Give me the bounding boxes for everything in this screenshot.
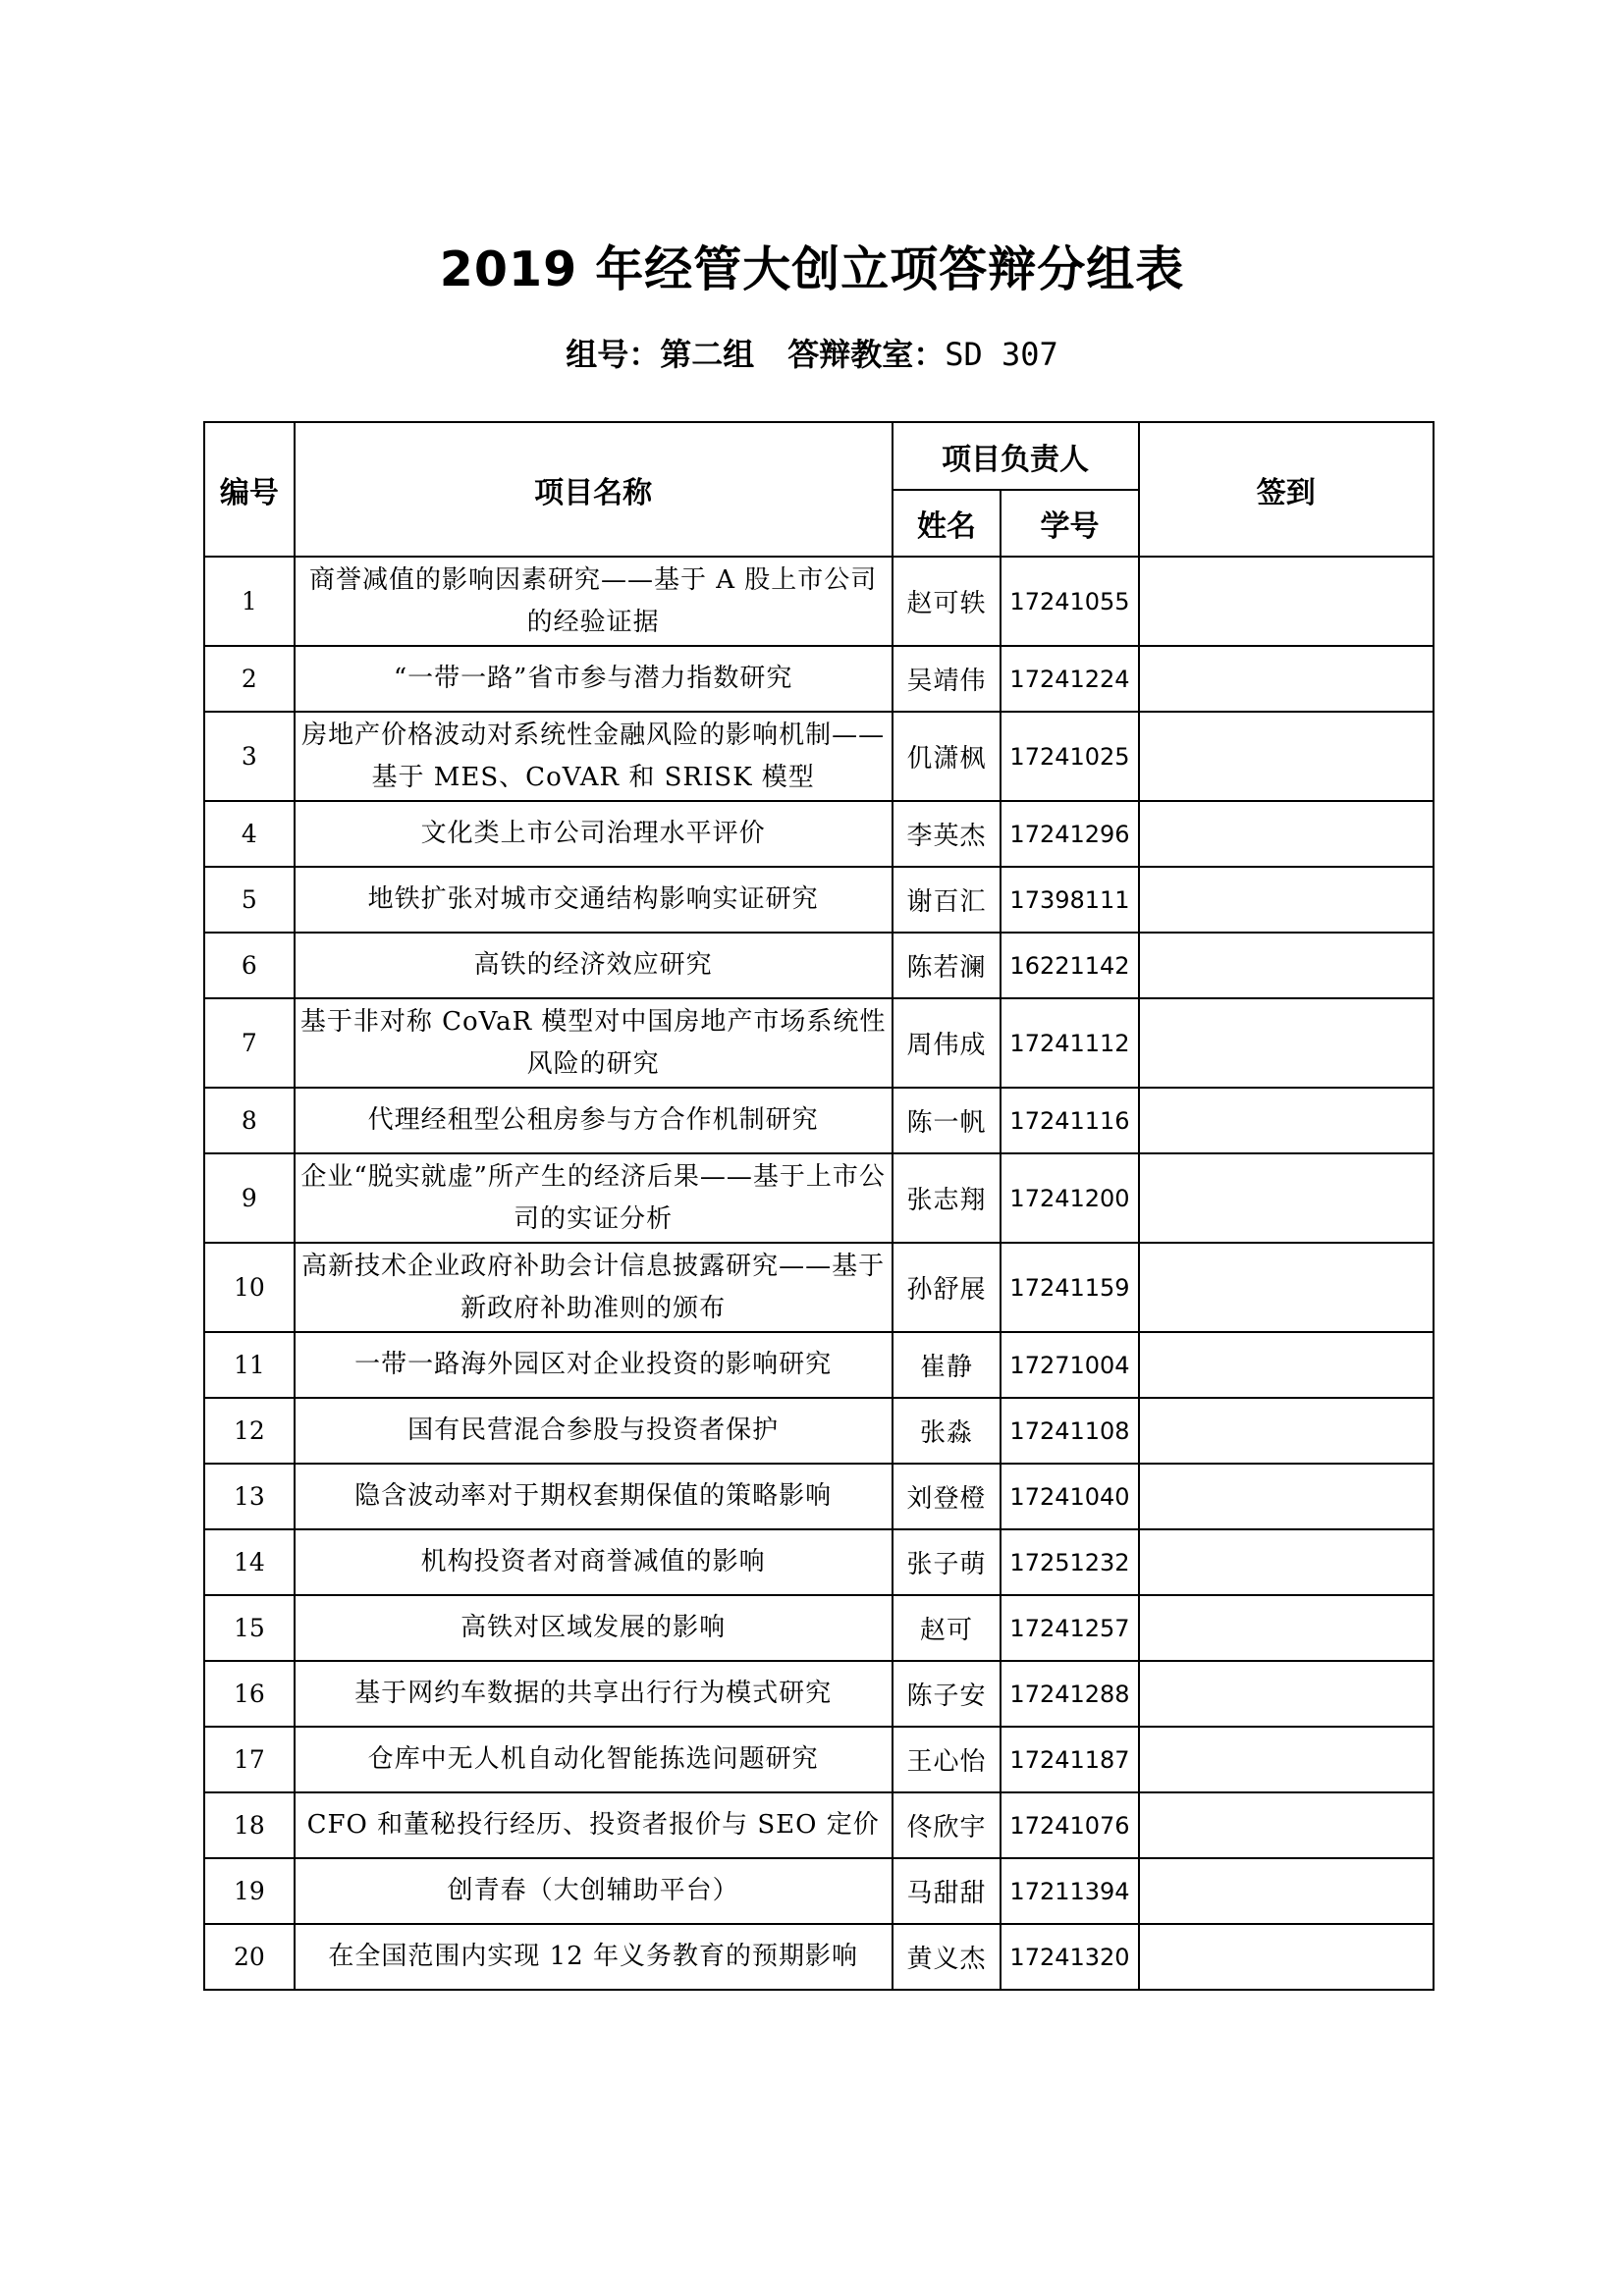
row-number: 8 <box>204 1088 295 1153</box>
table-row <box>204 1858 1434 1924</box>
student-id: 17241040 <box>1001 1464 1138 1529</box>
project-title: 国有民营混合参股与投资者保护 <box>295 1398 893 1464</box>
table-row <box>204 1792 1434 1858</box>
row-number: 7 <box>204 998 295 1088</box>
header-no: 编号 <box>204 422 295 557</box>
table-row <box>204 998 1434 1088</box>
group-info <box>0 330 1624 375</box>
sign-in-cell <box>1139 998 1434 1088</box>
row-number: 19 <box>204 1858 295 1924</box>
project-title: 高铁对区域发展的影响 <box>295 1595 893 1661</box>
row-number: 1 <box>204 557 295 646</box>
project-title: 代理经租型公租房参与方合作机制研究 <box>295 1088 893 1153</box>
table-row <box>204 1595 1434 1661</box>
sign-in-cell <box>1139 1792 1434 1858</box>
leader-name: 仉潇枫 <box>893 712 1001 801</box>
row-number: 17 <box>204 1727 295 1792</box>
leader-name: 崔静 <box>893 1332 1001 1398</box>
row-number: 13 <box>204 1464 295 1529</box>
sign-in-cell <box>1139 1661 1434 1727</box>
table-row <box>204 1529 1434 1595</box>
row-number: 15 <box>204 1595 295 1661</box>
leader-name: 马甜甜 <box>893 1858 1001 1924</box>
sign-in-cell <box>1139 1464 1434 1529</box>
table-row <box>204 1243 1434 1332</box>
student-id: 17271004 <box>1001 1332 1138 1398</box>
row-number: 12 <box>204 1398 295 1464</box>
row-number: 5 <box>204 867 295 933</box>
project-title: 文化类上市公司治理水平评价 <box>295 801 893 867</box>
table-row <box>204 933 1434 998</box>
student-id: 17241055 <box>1001 557 1138 646</box>
student-id: 17241025 <box>1001 712 1138 801</box>
leader-name: 吴靖伟 <box>893 646 1001 712</box>
leader-name: 张志翔 <box>893 1153 1001 1243</box>
row-number: 4 <box>204 801 295 867</box>
leader-name: 佟欣宇 <box>893 1792 1001 1858</box>
table-row <box>204 1398 1434 1464</box>
table-body <box>204 557 1434 1990</box>
table-row <box>204 1661 1434 1727</box>
table-row <box>204 1153 1434 1243</box>
sign-in-cell <box>1139 1088 1434 1153</box>
project-title: 商誉减值的影响因素研究——基于 A 股上市公司的经验证据 <box>295 557 893 646</box>
project-title: 隐含波动率对于期权套期保值的策略影响 <box>295 1464 893 1529</box>
row-number: 2 <box>204 646 295 712</box>
leader-name: 陈一帆 <box>893 1088 1001 1153</box>
sign-in-cell <box>1139 1595 1434 1661</box>
student-id: 17241200 <box>1001 1153 1138 1243</box>
sign-in-cell <box>1139 801 1434 867</box>
student-id: 17398111 <box>1001 867 1138 933</box>
row-number: 9 <box>204 1153 295 1243</box>
header-leader: 项目负责人 <box>893 422 1139 490</box>
sign-in-cell <box>1139 1153 1434 1243</box>
sign-in-cell <box>1139 1727 1434 1792</box>
room-label: 答辩教室： <box>787 336 946 373</box>
project-title: 基于非对称 CoVaR 模型对中国房地产市场系统性风险的研究 <box>295 998 893 1088</box>
student-id: 17241320 <box>1001 1924 1138 1990</box>
row-number: 16 <box>204 1661 295 1727</box>
student-id: 17241187 <box>1001 1727 1138 1792</box>
leader-name: 周伟成 <box>893 998 1001 1088</box>
student-id: 17241112 <box>1001 998 1138 1088</box>
leader-name: 陈若澜 <box>893 933 1001 998</box>
sign-in-cell <box>1139 933 1434 998</box>
student-id: 16221142 <box>1001 933 1138 998</box>
sign-in-cell <box>1139 646 1434 712</box>
sign-in-cell <box>1139 1858 1434 1924</box>
row-number: 18 <box>204 1792 295 1858</box>
student-id: 17241224 <box>1001 646 1138 712</box>
table-row <box>204 557 1434 646</box>
project-title: 在全国范围内实现 12 年义务教育的预期影响 <box>295 1924 893 1990</box>
project-title: 高新技术企业政府补助会计信息披露研究——基于新政府补助准则的颁布 <box>295 1243 893 1332</box>
room-value: SD 307 <box>945 336 1058 373</box>
student-id: 17241288 <box>1001 1661 1138 1727</box>
student-id: 17241076 <box>1001 1792 1138 1858</box>
defense-group-table <box>203 421 1435 1991</box>
header-sign: 签到 <box>1139 422 1434 557</box>
project-title: CFO 和董秘投行经历、投资者报价与 SEO 定价 <box>295 1792 893 1858</box>
student-id: 17241159 <box>1001 1243 1138 1332</box>
sign-in-cell <box>1139 712 1434 801</box>
leader-name: 黄义杰 <box>893 1924 1001 1990</box>
student-id: 17241116 <box>1001 1088 1138 1153</box>
leader-name: 赵可轶 <box>893 557 1001 646</box>
row-number: 14 <box>204 1529 295 1595</box>
sign-in-cell <box>1139 1529 1434 1595</box>
sign-in-cell <box>1139 1332 1434 1398</box>
project-title: 机构投资者对商誉减值的影响 <box>295 1529 893 1595</box>
row-number: 3 <box>204 712 295 801</box>
row-number: 10 <box>204 1243 295 1332</box>
student-id: 17241257 <box>1001 1595 1138 1661</box>
student-id: 17241296 <box>1001 801 1138 867</box>
leader-name: 谢百汇 <box>893 867 1001 933</box>
project-title: 创青春（大创辅助平台） <box>295 1858 893 1924</box>
project-title: 一带一路海外园区对企业投资的影响研究 <box>295 1332 893 1398</box>
leader-name: 张子萌 <box>893 1529 1001 1595</box>
row-number: 20 <box>204 1924 295 1990</box>
leader-name: 孙舒展 <box>893 1243 1001 1332</box>
project-title: “一带一路”省市参与潜力指数研究 <box>295 646 893 712</box>
row-number: 11 <box>204 1332 295 1398</box>
sign-in-cell <box>1139 557 1434 646</box>
group-label: 组号：第二组 <box>566 336 755 373</box>
leader-name: 李英杰 <box>893 801 1001 867</box>
table-row <box>204 646 1434 712</box>
table-row <box>204 1332 1434 1398</box>
table-row <box>204 1924 1434 1990</box>
sign-in-cell <box>1139 867 1434 933</box>
project-title: 基于网约车数据的共享出行行为模式研究 <box>295 1661 893 1727</box>
leader-name: 刘登橙 <box>893 1464 1001 1529</box>
row-number: 6 <box>204 933 295 998</box>
project-title: 企业“脱实就虚”所产生的经济后果——基于上市公司的实证分析 <box>295 1153 893 1243</box>
sign-in-cell <box>1139 1924 1434 1990</box>
table-row <box>204 712 1434 801</box>
table-row <box>204 1088 1434 1153</box>
table-row <box>204 1727 1434 1792</box>
project-title: 房地产价格波动对系统性金融风险的影响机制——基于 MES、CoVAR 和 SRISK 模型 <box>295 712 893 801</box>
header-project: 项目名称 <box>295 422 893 557</box>
student-id: 17241108 <box>1001 1398 1138 1464</box>
header-row <box>204 422 1434 490</box>
table-row <box>204 801 1434 867</box>
header-name: 姓名 <box>893 490 1001 557</box>
project-title: 高铁的经济效应研究 <box>295 933 893 998</box>
sign-in-cell <box>1139 1243 1434 1332</box>
student-id: 17251232 <box>1001 1529 1138 1595</box>
leader-name: 王心怡 <box>893 1727 1001 1792</box>
leader-name: 张淼 <box>893 1398 1001 1464</box>
page-title: 2019 年经管大创立项答辩分组表 <box>439 241 1185 297</box>
leader-name: 赵可 <box>893 1595 1001 1661</box>
project-title: 地铁扩张对城市交通结构影响实证研究 <box>295 867 893 933</box>
student-id: 17211394 <box>1001 1858 1138 1924</box>
sign-in-cell <box>1139 1398 1434 1464</box>
table-row <box>204 1464 1434 1529</box>
header-student-id: 学号 <box>1001 490 1138 557</box>
leader-name: 陈子安 <box>893 1661 1001 1727</box>
project-title: 仓库中无人机自动化智能拣选问题研究 <box>295 1727 893 1792</box>
table-row <box>204 867 1434 933</box>
